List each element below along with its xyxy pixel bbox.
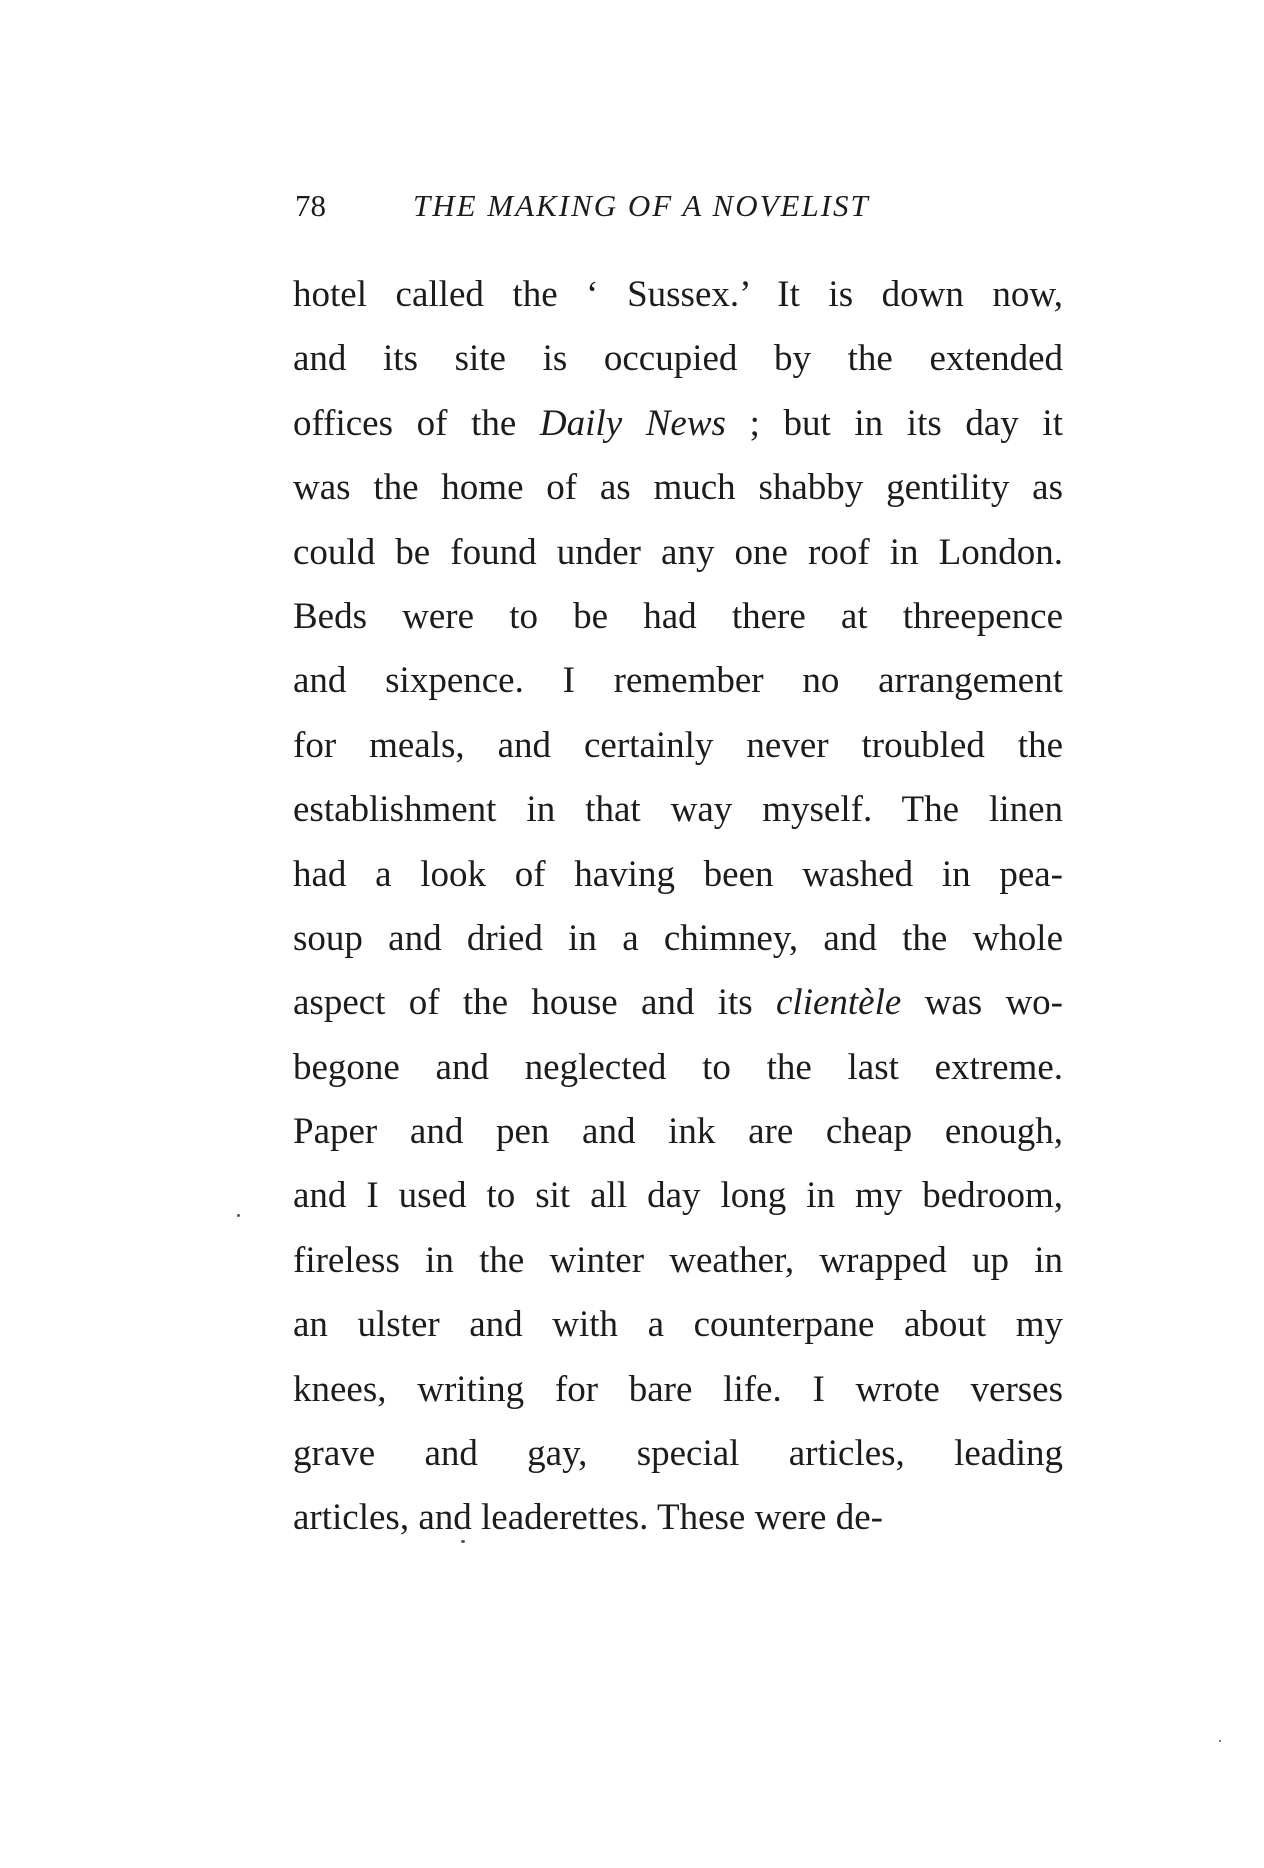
newspaper-title: Daily News	[539, 402, 726, 444]
text-line: begone and neglected to the last extreme.	[293, 1046, 1063, 1088]
print-speck	[461, 1540, 465, 1543]
text-line: for meals, and certainly never troubled the	[293, 724, 1063, 766]
text-run: ; but in its day it	[725, 402, 1063, 444]
text-line: knees, writing for bare life. I wrote verses	[293, 1368, 1063, 1410]
text-line: an ulster and with a counterpane about my	[293, 1304, 1063, 1346]
text-line: Paper and pen and ink are cheap enough,	[293, 1111, 1063, 1153]
text-line: soup and dried in a chimney, and the whole	[293, 917, 1063, 959]
text-line: was the home of as much shabby gentility as	[293, 467, 1063, 509]
print-speck	[237, 1214, 240, 1217]
text-line: Beds were to be had there at threepence	[293, 595, 1063, 637]
text-line: grave and gay, special articles, leading	[293, 1433, 1063, 1475]
running-title: THE MAKING OF A NOVELIST	[413, 188, 870, 223]
print-speck	[1219, 1740, 1221, 1742]
text-line	[293, 971, 1063, 1035]
text-line: and sixpence. I remember no arrangement	[293, 660, 1063, 702]
text-run: was wo-	[901, 982, 1064, 1024]
text-line: fireless in the winter weather, wrapped up in	[293, 1239, 1063, 1281]
text-line: had a look of having been washed in pea-	[293, 853, 1063, 895]
text-run: offices of the	[293, 402, 540, 444]
text-line	[293, 392, 1063, 456]
body-text	[293, 263, 1063, 1551]
page-number: 78	[295, 188, 326, 223]
text-line: hotel called the ‘ Sussex.’ It is down now,	[293, 274, 1063, 315]
text-line: could be found under any one roof in London.	[293, 531, 1063, 573]
running-header	[295, 186, 1075, 226]
italic-word: clientèle	[776, 982, 902, 1024]
text-line: and its site is occupied by the extended	[293, 338, 1063, 380]
text-line: articles, and leaderettes. These were de-	[293, 1497, 883, 1539]
text-line: and I used to sit all day long in my bedroom,	[293, 1175, 1063, 1217]
text-line: establishment in that way myself. The linen	[293, 789, 1063, 831]
text-run: aspect of the house and its	[293, 982, 776, 1024]
